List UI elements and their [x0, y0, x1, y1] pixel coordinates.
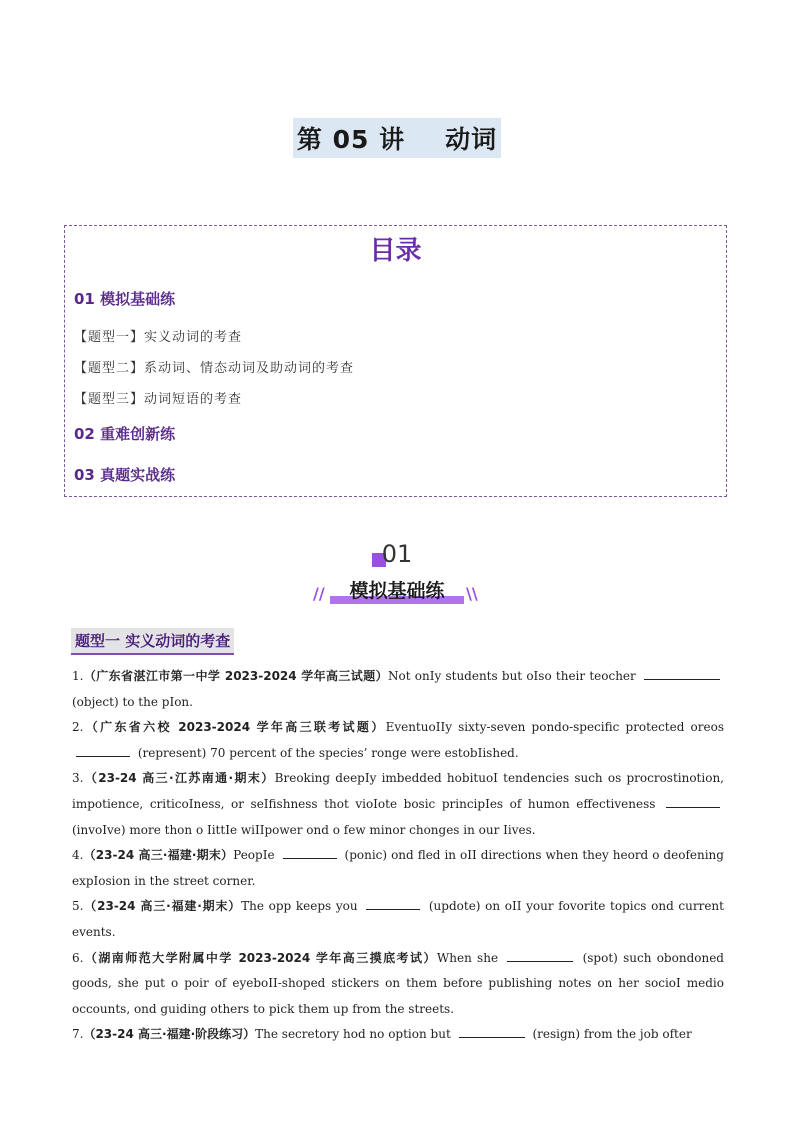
- answer-blank[interactable]: [459, 1025, 525, 1038]
- answer-blank[interactable]: [366, 897, 420, 910]
- question-text-after: (resign) from the job ofter: [532, 1027, 692, 1042]
- question-4: [72, 843, 724, 894]
- question-3: [72, 766, 724, 843]
- toc-section-3[interactable]: 03 真题实战练: [74, 466, 176, 484]
- question-number: 7.: [72, 1027, 84, 1042]
- question-text-after: (invoIve) more thon o IittIe wiIIpower ond o few minor chonges in our Iives.: [72, 822, 536, 837]
- section-badge: [0, 540, 794, 610]
- document-title: [293, 118, 501, 158]
- question-source: （湖南师范大学附属中学 2023-2024 学年高三摸底考试）: [83, 950, 437, 965]
- question-text-after: (updote) on oII your fovorite topics ond current events.: [72, 899, 724, 939]
- question-2: [72, 715, 724, 766]
- answer-blank[interactable]: [283, 846, 337, 859]
- question-text-after: (ponic) ond fled in oII directions when they heord o deofening expIosion in the street corner.: [72, 848, 724, 888]
- toc-heading: 目录: [369, 236, 422, 266]
- question-text-after: (represent) 70 percent of the species’ ronge were estobIished.: [137, 745, 519, 760]
- toc-section-2[interactable]: 02 重难创新练: [74, 425, 176, 443]
- question-number: 1.: [72, 669, 84, 683]
- question-source: （广东省湛江市第一中学 2023-2024 学年高三试题）: [83, 669, 389, 683]
- question-text-after: (object) to the pIon.: [72, 694, 193, 709]
- section-number: 01: [381, 540, 413, 568]
- question-source: （23-24 高三·江苏南通·期末）: [83, 771, 275, 786]
- toc-item-type-3[interactable]: 【题型三】动词短语的考查: [74, 392, 243, 407]
- question-number: 5.: [72, 899, 84, 914]
- toc-item-type-2[interactable]: 【题型二】系动词、情态动词及助动词的考查: [74, 361, 355, 376]
- title-container: [0, 118, 794, 158]
- question-text-before: EventuoIIy sixty-seven pondo-specific protected oreos: [385, 720, 724, 735]
- question-1: [72, 664, 724, 715]
- badge-left-slashes: //: [313, 584, 325, 603]
- question-text-before: The secretory hod no option but: [255, 1027, 451, 1042]
- title-lecture: 第 05 讲: [296, 125, 406, 154]
- title-topic: 动词: [445, 125, 498, 154]
- question-text-before: Not onIy students but oIso their teocher: [388, 669, 636, 683]
- question-number: 2.: [72, 720, 84, 735]
- answer-blank[interactable]: [666, 795, 720, 808]
- answer-blank[interactable]: [76, 744, 130, 757]
- badge-right-slashes: \\: [466, 584, 478, 603]
- question-number: 4.: [72, 848, 84, 863]
- toc-section-1[interactable]: 01 模拟基础练: [74, 290, 176, 308]
- question-text-before: When she: [436, 950, 499, 965]
- question-text-before: Breoking deepIy imbedded hobituoI tendencies such os procrostinotion, impotience, criticoIness, or seIfishness thot vioIote bosic principIes of humon effectiveness: [72, 771, 724, 811]
- question-number: 6.: [72, 950, 84, 965]
- answer-blank[interactable]: [507, 949, 573, 962]
- question-6: [72, 946, 724, 1023]
- question-text-after: (spot) such obondoned goods, she put o poir of eyeboII-shoped stickers on them before publishing notes on her socioI medio occounts, ond guiding others to pick them up from the streets.: [72, 950, 724, 1016]
- question-7: [72, 1022, 724, 1048]
- subsection-heading: 题型一 实义动词的考查: [71, 628, 234, 655]
- table-of-contents: [64, 225, 727, 497]
- question-5: [72, 894, 724, 945]
- question-source: （23-24 高三·福建·期末）: [83, 899, 242, 914]
- question-source: （广东省六校 2023-2024 学年高三联考试题）: [83, 720, 386, 735]
- question-source: （23-24 高三·福建·阶段练习）: [83, 1027, 256, 1042]
- toc-item-type-1[interactable]: 【题型一】实义动词的考查: [74, 330, 243, 345]
- section-label: 模拟基础练: [349, 580, 445, 602]
- question-source: （23-24 高三·福建·期末）: [83, 848, 234, 863]
- question-text-before: The opp keeps you: [241, 899, 358, 914]
- question-text-before: PeopIe: [233, 848, 275, 863]
- answer-blank[interactable]: [644, 667, 720, 680]
- question-number: 3.: [72, 771, 84, 786]
- question-list: [72, 664, 724, 1048]
